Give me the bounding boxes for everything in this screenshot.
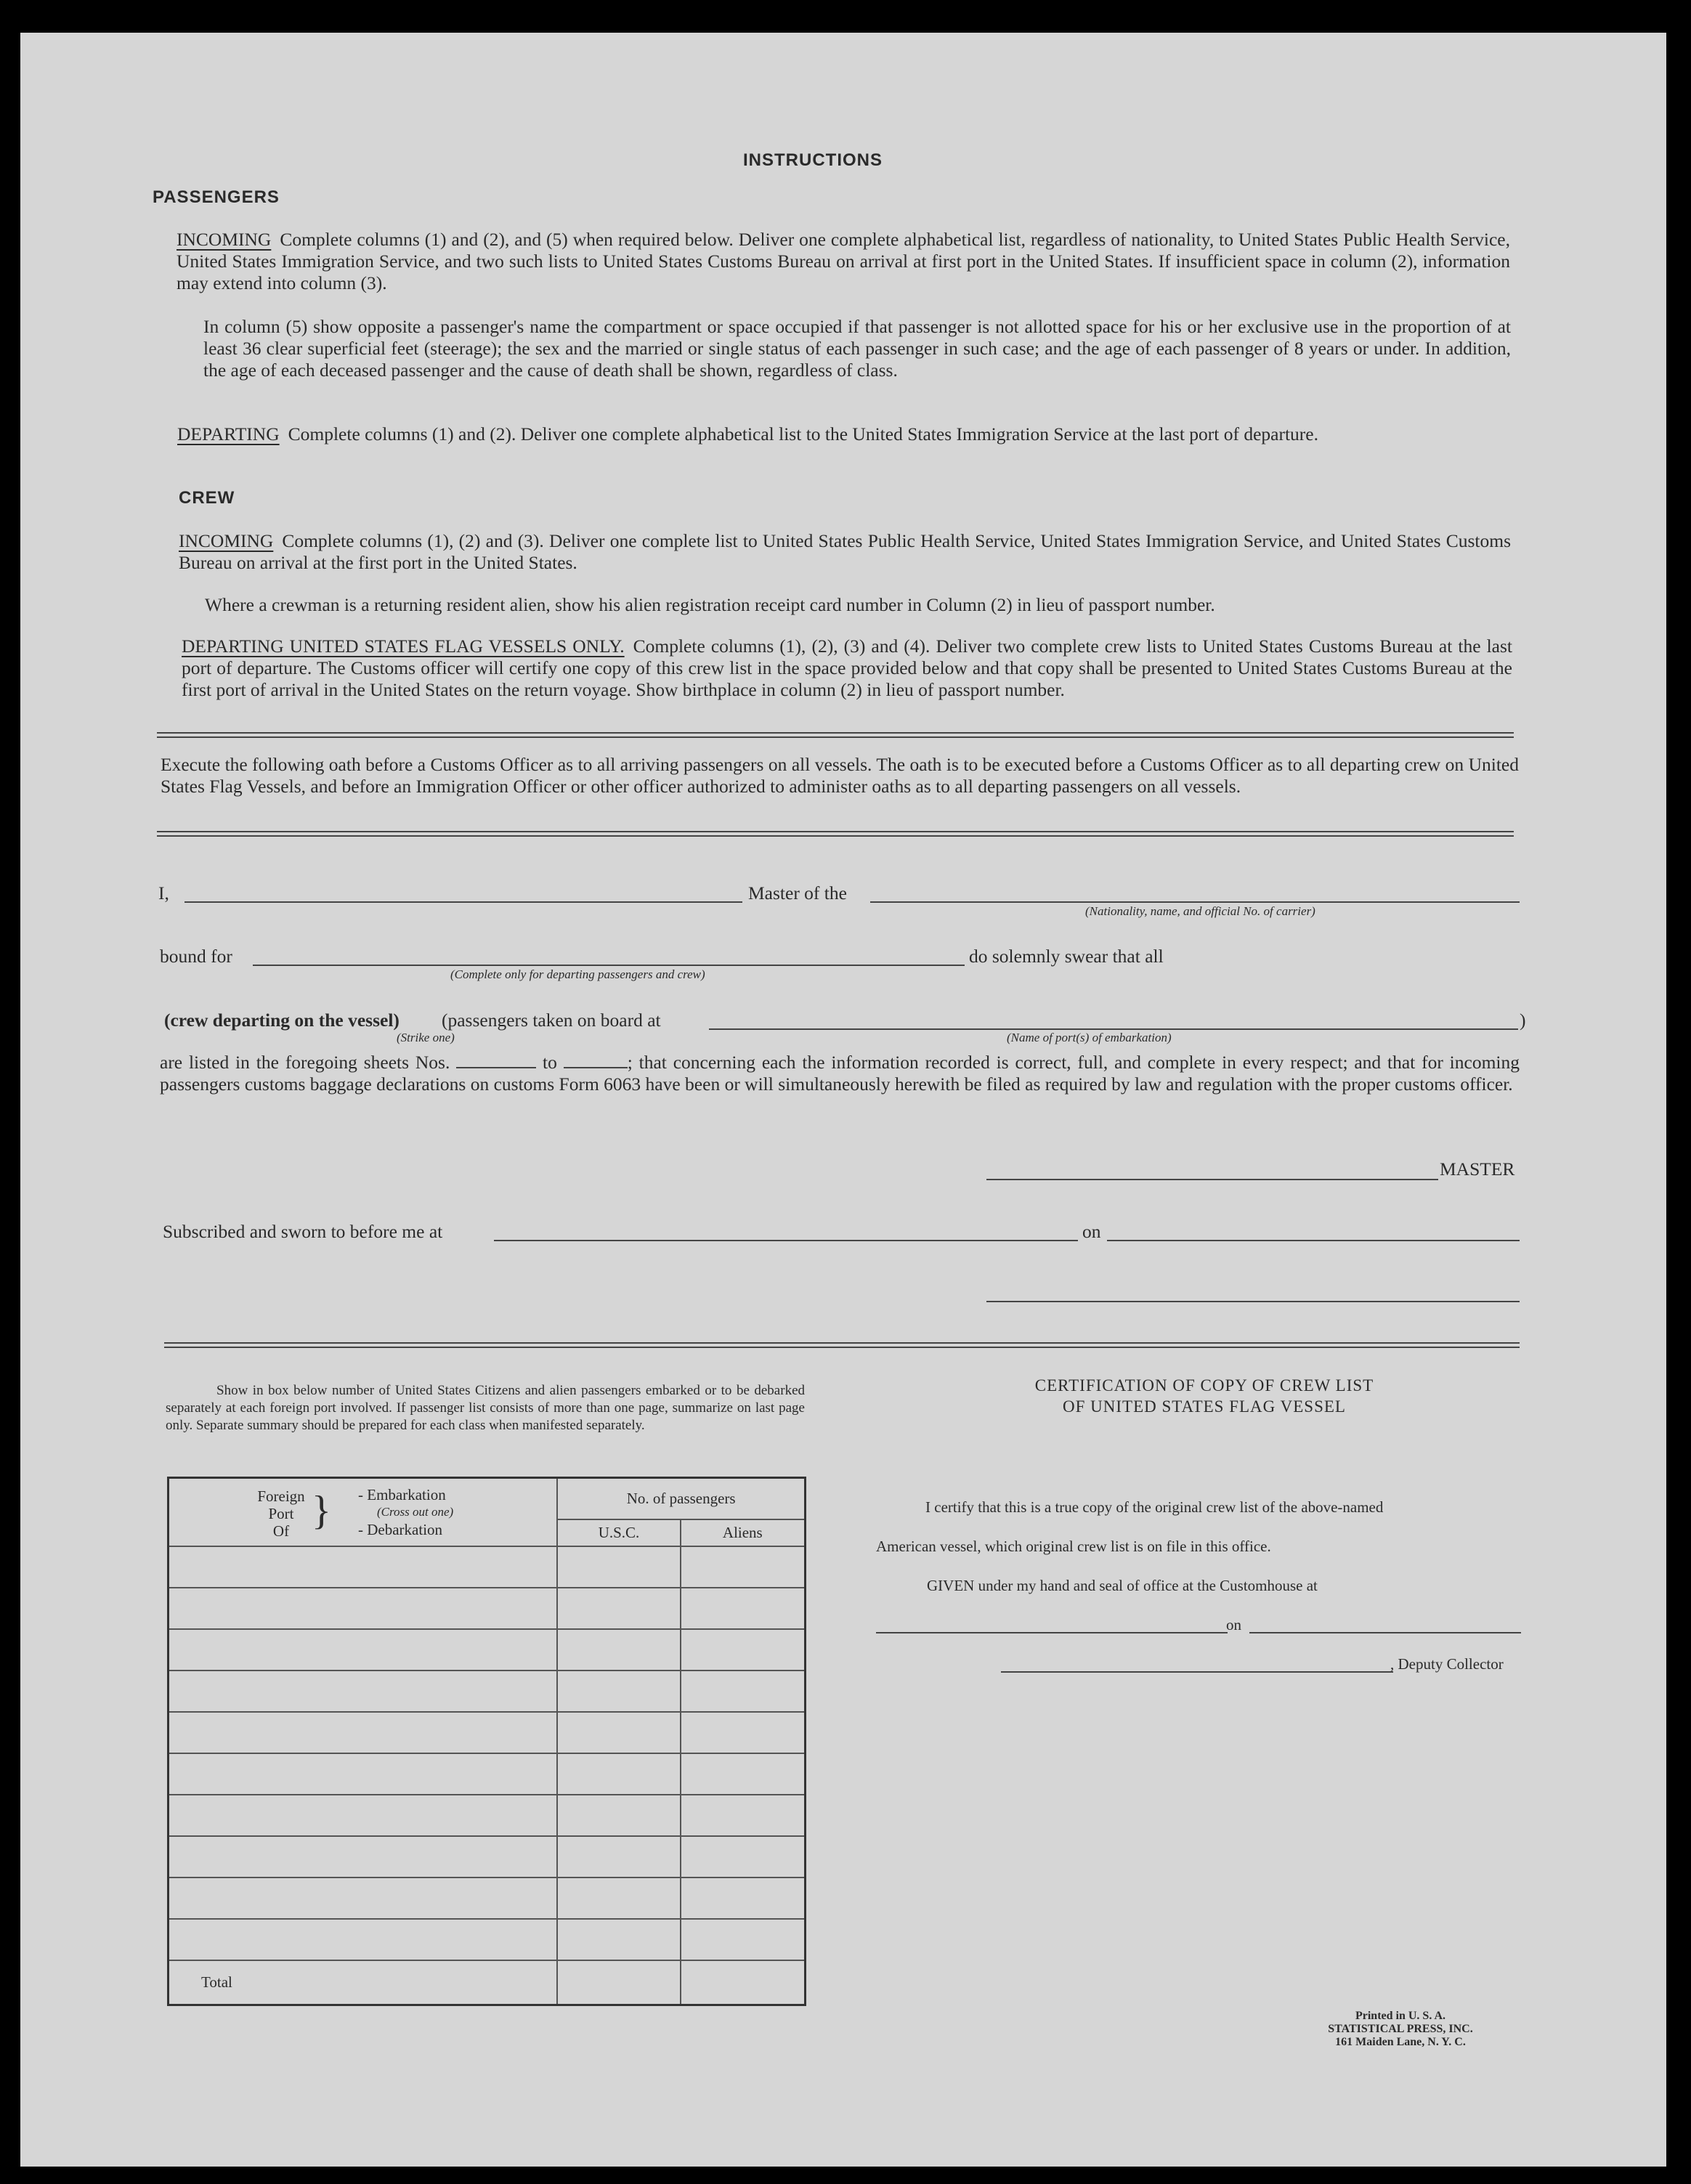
crew-departing-text: (crew departing on the vessel) bbox=[164, 1010, 400, 1031]
sheet-from-field[interactable] bbox=[456, 1051, 536, 1068]
aliens-header: Aliens bbox=[681, 1519, 806, 1546]
usc-cell[interactable] bbox=[557, 1671, 680, 1712]
port-cell[interactable] bbox=[169, 1919, 558, 1960]
passengers-departing-text: Complete columns (1) and (2). Deliver one complete alphabetical list to the United States Immigration Service at the last port of departure. bbox=[288, 423, 1318, 444]
aliens-cell[interactable] bbox=[681, 1836, 806, 1877]
passengers-heading: PASSENGERS bbox=[153, 187, 280, 207]
oath-i-label: I, bbox=[158, 882, 169, 904]
aliens-cell[interactable] bbox=[681, 1795, 806, 1836]
usc-cell[interactable] bbox=[557, 1836, 680, 1877]
officer-signature-field[interactable] bbox=[986, 1301, 1520, 1302]
usc-cell[interactable] bbox=[557, 1712, 680, 1753]
crew-departing-label: DEPARTING UNITED STATES FLAG VESSELS ONLY. bbox=[182, 636, 625, 657]
master-name-field[interactable] bbox=[184, 901, 742, 903]
port-cell[interactable] bbox=[169, 1795, 558, 1836]
printer-line2: STATISTICAL PRESS, INC. bbox=[1328, 2023, 1473, 2035]
passengers-departing-label: DEPARTING bbox=[177, 423, 280, 444]
no-passengers-header: No. of passengers bbox=[557, 1478, 805, 1519]
aliens-cell[interactable] bbox=[681, 1546, 806, 1588]
summary-instructions: Show in box below number of United States Citizens and alien passengers embarked or to be debarked separately at each foreign port involved. If passenger list consists of more than one page, summarize on last page only. Separate summary should be prepared for each class when manifested separately. bbox=[166, 1383, 805, 1433]
complete-only-note: (Complete only for departing passengers and crew) bbox=[450, 967, 705, 981]
close-paren: ) bbox=[1520, 1010, 1526, 1031]
ports-note: (Name of port(s) of embarkation) bbox=[1007, 1031, 1172, 1044]
crew-departing-option bbox=[164, 1010, 400, 1031]
master-label: MASTER bbox=[1440, 1158, 1515, 1180]
crew-departing-instruction bbox=[182, 636, 1512, 701]
port-cell[interactable] bbox=[169, 1546, 558, 1588]
subscribed-label: Subscribed and sworn to before me at bbox=[163, 1221, 443, 1242]
bound-for-field[interactable] bbox=[253, 965, 965, 966]
aliens-cell[interactable] bbox=[681, 1753, 806, 1795]
aliens-cell[interactable] bbox=[681, 1712, 806, 1753]
printer-line3: 161 Maiden Lane, N. Y. C. bbox=[1335, 2036, 1466, 2048]
port-cell[interactable] bbox=[169, 1629, 558, 1671]
master-of-the-label: Master of the bbox=[748, 882, 847, 904]
aliens-cell[interactable] bbox=[681, 1877, 806, 1919]
solemnly-swear-label: do solemnly swear that all bbox=[969, 946, 1164, 967]
total-aliens-cell[interactable] bbox=[681, 1960, 806, 2005]
certification-title-line1: CERTIFICATION OF COPY OF CREW LIST bbox=[1034, 1376, 1374, 1395]
form-page bbox=[20, 33, 1666, 2167]
crew-incoming-text: Complete columns (1), (2) and (3). Deliver one complete list to United States Public Health Service, United States Immigration Service, and United States Customs Bureau on arrival at the first port in the United States. bbox=[179, 530, 1511, 573]
usc-cell[interactable] bbox=[557, 1629, 680, 1671]
embarkation-text: - Embarkation bbox=[358, 1486, 446, 1503]
sheet-to-field[interactable] bbox=[564, 1051, 628, 1068]
passengers-taken-option: (passengers taken on board at bbox=[442, 1010, 661, 1031]
section-divider bbox=[157, 831, 1514, 837]
port-cell[interactable] bbox=[169, 1877, 558, 1919]
nationality-note: (Nationality, name, and official No. of carrier) bbox=[1085, 904, 1315, 918]
oath-intro: Execute the following oath before a Customs Officer as to all arriving passengers on all vessels. The oath is to be executed before a Customs Officer as to all departing crew on United States Flag Vessels, and before an Immigration Officer or other officer authorized to administer oaths as to all departing passengers on all vessels. bbox=[161, 754, 1519, 797]
passenger-summary-table bbox=[167, 1477, 806, 2006]
to-label: to bbox=[543, 1052, 557, 1073]
total-usc-cell[interactable] bbox=[557, 1960, 680, 2005]
printer-line1: Printed in U. S. A. bbox=[1355, 2010, 1445, 2022]
oath-statement bbox=[160, 1051, 1520, 1095]
passengers-departing-instruction bbox=[177, 423, 1511, 445]
brace-icon: } bbox=[312, 1488, 331, 1533]
certify-line1: I certify that this is a true copy of the original crew list of the above-named bbox=[925, 1498, 1384, 1516]
oath-rest: ; that concerning each the information recorded is correct, full, and complete in every respect; and that for incoming passengers customs baggage declarations on customs Form 6063 have been or will simultaneously herewith be filed as required by law and regulation with the proper customs officer. bbox=[160, 1052, 1520, 1095]
deputy-collector-label: , Deputy Collector bbox=[1390, 1655, 1504, 1673]
cert-date-field[interactable] bbox=[1249, 1632, 1521, 1633]
certify-line2: American vessel, which original crew list is on file in this office. bbox=[876, 1538, 1271, 1555]
passengers-incoming-instruction bbox=[177, 229, 1510, 294]
crew-heading: CREW bbox=[179, 488, 235, 508]
section-divider bbox=[157, 732, 1514, 738]
port-cell[interactable] bbox=[169, 1836, 558, 1877]
usc-cell[interactable] bbox=[557, 1588, 680, 1629]
customhouse-field[interactable] bbox=[876, 1632, 1228, 1633]
certification-title bbox=[950, 1375, 1459, 1417]
port-cell[interactable] bbox=[169, 1753, 558, 1795]
of-text: Of bbox=[272, 1522, 290, 1540]
carrier-field[interactable] bbox=[870, 901, 1520, 903]
section-divider bbox=[164, 1342, 1520, 1348]
aliens-cell[interactable] bbox=[681, 1671, 806, 1712]
foreign-port-label bbox=[252, 1487, 310, 1540]
foreign-text: Foreign bbox=[257, 1487, 305, 1505]
deputy-signature-field[interactable] bbox=[1001, 1671, 1393, 1673]
port-text: Port bbox=[268, 1505, 294, 1522]
usc-cell[interactable] bbox=[557, 1546, 680, 1588]
crew-incoming-label: INCOMING bbox=[179, 530, 274, 551]
debarkation-text: - Debarkation bbox=[358, 1521, 443, 1538]
aliens-cell[interactable] bbox=[681, 1588, 806, 1629]
port-header-cell bbox=[169, 1478, 558, 1546]
port-cell[interactable] bbox=[169, 1712, 558, 1753]
total-label: Total bbox=[169, 1960, 558, 2005]
printer-imprint bbox=[1284, 2010, 1517, 2049]
aliens-cell[interactable] bbox=[681, 1629, 806, 1671]
passengers-incoming-text: Complete columns (1) and (2), and (5) when required below. Deliver one complete alphabetical list, regardless of nationality, to United States Public Health Service, United States Immigration Service, and two such lists to United States Customs Bureau on arrival at first port in the United States. If insufficient space in column (2), information may extend into column (3). bbox=[177, 229, 1510, 293]
embarkation-options bbox=[358, 1486, 453, 1538]
sworn-on-label: on bbox=[1082, 1221, 1101, 1242]
given-text: GIVEN under my hand and seal of office at the Customhouse at bbox=[927, 1577, 1318, 1594]
port-cell[interactable] bbox=[169, 1671, 558, 1712]
certification-title-line2: OF UNITED STATES FLAG VESSEL bbox=[1063, 1397, 1346, 1416]
sworn-date-field[interactable] bbox=[1107, 1240, 1520, 1241]
crew-resident-alien-instruction: Where a crewman is a returning resident alien, show his alien registration receipt card number in Column (2) in lieu of passport number. bbox=[205, 594, 1215, 615]
usc-cell[interactable] bbox=[557, 1753, 680, 1795]
passengers-incoming-label: INCOMING bbox=[177, 229, 272, 250]
usc-cell[interactable] bbox=[557, 1795, 680, 1836]
usc-cell[interactable] bbox=[557, 1919, 680, 1960]
crew-departing-text: Complete columns (1), (2), (3) and (4). Deliver two complete crew lists to United States Customs Bureau at the last port of departure. The Customs officer will certify one copy of this crew list in the space provided below and that copy shall be presented to United States Customs Bureau at the first port of arrival in the United States on the return voyage. Show birthplace in column (2) in lieu of passport number. bbox=[182, 636, 1512, 700]
aliens-cell[interactable] bbox=[681, 1919, 806, 1960]
usc-cell[interactable] bbox=[557, 1877, 680, 1919]
ports-of-embarkation-field[interactable] bbox=[709, 1028, 1518, 1030]
sworn-place-field[interactable] bbox=[494, 1240, 1078, 1241]
usc-header: U.S.C. bbox=[557, 1519, 680, 1546]
strike-one-note: (Strike one) bbox=[397, 1031, 455, 1044]
passengers-column5-instruction: In column (5) show opposite a passenger's name the compartment or space occupied if that passenger is not allotted space for his or her exclusive use in the proportion of at least 36 clear superficial feet (steerage); the sex and the married or single status of each passenger in such case; and the age of each passenger of 8 years or under. In addition, the age of each deceased passenger and the cause of death shall be shown, regardless of class. bbox=[203, 316, 1511, 381]
master-signature-field[interactable] bbox=[986, 1179, 1438, 1180]
cross-out-note: (Cross out one) bbox=[377, 1505, 454, 1519]
cert-on-label: on bbox=[1226, 1616, 1241, 1633]
port-cell[interactable] bbox=[169, 1588, 558, 1629]
crew-incoming-instruction bbox=[179, 530, 1511, 574]
page-title: INSTRUCTIONS bbox=[743, 150, 883, 170]
listed-start: are listed in the foregoing sheets Nos. bbox=[160, 1052, 450, 1073]
bound-for-label: bound for bbox=[160, 946, 232, 967]
